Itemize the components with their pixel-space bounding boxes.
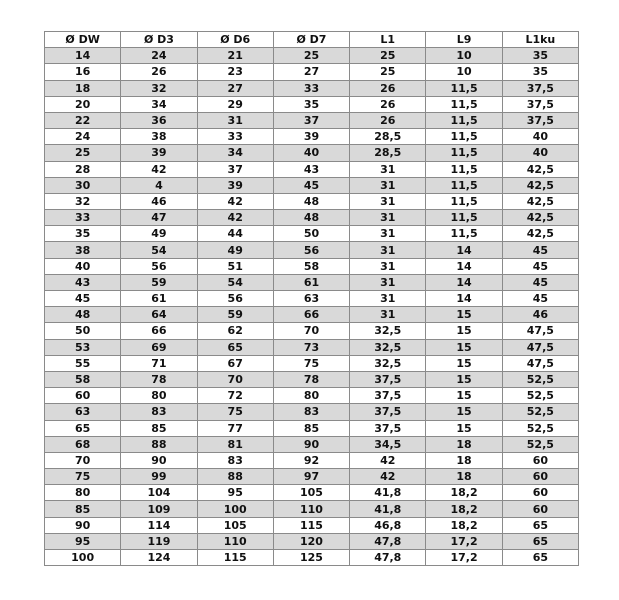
cell-d7: 61 xyxy=(273,274,349,290)
cell-d7: 48 xyxy=(273,210,349,226)
cell-l9: 11,5 xyxy=(426,177,502,193)
cell-d7: 48 xyxy=(273,193,349,209)
cell-d6: 42 xyxy=(197,210,273,226)
cell-l1ku: 45 xyxy=(502,258,578,274)
cell-l9: 11,5 xyxy=(426,112,502,128)
column-header-d3: Ø D3 xyxy=(121,32,197,48)
cell-d7: 78 xyxy=(273,371,349,387)
cell-l1ku: 37,5 xyxy=(502,112,578,128)
cell-d6: 23 xyxy=(197,64,273,80)
column-header-d6: Ø D6 xyxy=(197,32,273,48)
table-body xyxy=(45,48,579,566)
cell-d6: 42 xyxy=(197,193,273,209)
cell-l9: 18,2 xyxy=(426,485,502,501)
cell-d3: 38 xyxy=(121,129,197,145)
cell-dw: 38 xyxy=(45,242,121,258)
cell-d7: 115 xyxy=(273,517,349,533)
cell-d6: 75 xyxy=(197,404,273,420)
cell-dw: 58 xyxy=(45,371,121,387)
cell-d7: 40 xyxy=(273,145,349,161)
cell-l9: 18,2 xyxy=(426,517,502,533)
cell-l9: 15 xyxy=(426,404,502,420)
table-row xyxy=(45,177,579,193)
cell-d3: 90 xyxy=(121,452,197,468)
cell-d3: 64 xyxy=(121,307,197,323)
cell-dw: 18 xyxy=(45,80,121,96)
table-row xyxy=(45,112,579,128)
cell-l9: 14 xyxy=(426,291,502,307)
cell-l9: 15 xyxy=(426,371,502,387)
cell-l1: 25 xyxy=(350,48,426,64)
cell-dw: 22 xyxy=(45,112,121,128)
cell-l1ku: 65 xyxy=(502,517,578,533)
cell-l1ku: 40 xyxy=(502,129,578,145)
cell-d3: 54 xyxy=(121,242,197,258)
cell-l1: 37,5 xyxy=(350,371,426,387)
cell-l1: 37,5 xyxy=(350,420,426,436)
cell-l1ku: 40 xyxy=(502,145,578,161)
cell-l1: 42 xyxy=(350,452,426,468)
cell-d6: 56 xyxy=(197,291,273,307)
cell-l9: 18,2 xyxy=(426,501,502,517)
cell-d6: 37 xyxy=(197,161,273,177)
cell-l1: 31 xyxy=(350,210,426,226)
cell-dw: 25 xyxy=(45,145,121,161)
cell-l1ku: 60 xyxy=(502,485,578,501)
table-row xyxy=(45,533,579,549)
cell-d6: 34 xyxy=(197,145,273,161)
table-row xyxy=(45,96,579,112)
cell-d3: 71 xyxy=(121,355,197,371)
column-header-l9: L9 xyxy=(426,32,502,48)
cell-l1: 28,5 xyxy=(350,145,426,161)
cell-d7: 27 xyxy=(273,64,349,80)
cell-l1ku: 47,5 xyxy=(502,323,578,339)
cell-d3: 88 xyxy=(121,436,197,452)
cell-d6: 88 xyxy=(197,469,273,485)
cell-l9: 11,5 xyxy=(426,80,502,96)
cell-d7: 80 xyxy=(273,388,349,404)
cell-d3: 104 xyxy=(121,485,197,501)
cell-l9: 15 xyxy=(426,420,502,436)
cell-l1: 31 xyxy=(350,291,426,307)
cell-l1ku: 42,5 xyxy=(502,161,578,177)
cell-d6: 27 xyxy=(197,80,273,96)
table-row xyxy=(45,210,579,226)
cell-l1ku: 52,5 xyxy=(502,420,578,436)
cell-l1: 46,8 xyxy=(350,517,426,533)
cell-l1: 31 xyxy=(350,193,426,209)
table-row xyxy=(45,48,579,64)
cell-l1: 32,5 xyxy=(350,339,426,355)
column-header-dw: Ø DW xyxy=(45,32,121,48)
cell-d6: 65 xyxy=(197,339,273,355)
table-row xyxy=(45,501,579,517)
cell-d3: 34 xyxy=(121,96,197,112)
table-row xyxy=(45,550,579,566)
cell-d6: 110 xyxy=(197,533,273,549)
cell-l1ku: 52,5 xyxy=(502,404,578,420)
cell-l1: 25 xyxy=(350,64,426,80)
cell-d3: 61 xyxy=(121,291,197,307)
cell-d7: 39 xyxy=(273,129,349,145)
cell-l1ku: 47,5 xyxy=(502,339,578,355)
cell-d6: 115 xyxy=(197,550,273,566)
cell-l1: 26 xyxy=(350,96,426,112)
cell-l1ku: 46 xyxy=(502,307,578,323)
cell-d6: 21 xyxy=(197,48,273,64)
cell-l9: 18 xyxy=(426,452,502,468)
cell-dw: 50 xyxy=(45,323,121,339)
cell-d7: 83 xyxy=(273,404,349,420)
cell-l9: 11,5 xyxy=(426,226,502,242)
cell-d7: 63 xyxy=(273,291,349,307)
cell-l9: 15 xyxy=(426,323,502,339)
column-header-l1ku: L1ku xyxy=(502,32,578,48)
cell-l1ku: 42,5 xyxy=(502,210,578,226)
cell-dw: 80 xyxy=(45,485,121,501)
table-row xyxy=(45,307,579,323)
cell-l1: 28,5 xyxy=(350,129,426,145)
cell-d3: 59 xyxy=(121,274,197,290)
cell-d3: 80 xyxy=(121,388,197,404)
cell-dw: 55 xyxy=(45,355,121,371)
cell-l9: 14 xyxy=(426,274,502,290)
cell-l1: 41,8 xyxy=(350,485,426,501)
cell-d7: 85 xyxy=(273,420,349,436)
cell-l1ku: 37,5 xyxy=(502,96,578,112)
cell-d6: 67 xyxy=(197,355,273,371)
cell-d3: 49 xyxy=(121,226,197,242)
cell-l9: 15 xyxy=(426,307,502,323)
cell-d6: 100 xyxy=(197,501,273,517)
cell-d6: 31 xyxy=(197,112,273,128)
cell-d7: 37 xyxy=(273,112,349,128)
cell-dw: 100 xyxy=(45,550,121,566)
cell-l1ku: 42,5 xyxy=(502,193,578,209)
table-row xyxy=(45,323,579,339)
cell-d7: 75 xyxy=(273,355,349,371)
cell-d6: 49 xyxy=(197,242,273,258)
cell-dw: 33 xyxy=(45,210,121,226)
cell-l1ku: 60 xyxy=(502,501,578,517)
cell-l9: 11,5 xyxy=(426,129,502,145)
cell-d7: 70 xyxy=(273,323,349,339)
cell-d3: 78 xyxy=(121,371,197,387)
cell-l1: 31 xyxy=(350,307,426,323)
cell-l9: 10 xyxy=(426,64,502,80)
cell-l1: 37,5 xyxy=(350,404,426,420)
cell-d3: 124 xyxy=(121,550,197,566)
table-row xyxy=(45,371,579,387)
cell-d3: 83 xyxy=(121,404,197,420)
cell-d6: 54 xyxy=(197,274,273,290)
cell-l1ku: 52,5 xyxy=(502,371,578,387)
table-row xyxy=(45,355,579,371)
cell-d3: 24 xyxy=(121,48,197,64)
cell-dw: 85 xyxy=(45,501,121,517)
cell-d7: 105 xyxy=(273,485,349,501)
cell-d7: 58 xyxy=(273,258,349,274)
table-row xyxy=(45,291,579,307)
cell-l9: 18 xyxy=(426,436,502,452)
cell-l9: 15 xyxy=(426,355,502,371)
cell-dw: 35 xyxy=(45,226,121,242)
cell-d6: 81 xyxy=(197,436,273,452)
cell-l1ku: 65 xyxy=(502,533,578,549)
cell-d7: 73 xyxy=(273,339,349,355)
cell-dw: 63 xyxy=(45,404,121,420)
cell-d3: 69 xyxy=(121,339,197,355)
cell-dw: 53 xyxy=(45,339,121,355)
table-row xyxy=(45,485,579,501)
cell-d6: 39 xyxy=(197,177,273,193)
cell-dw: 75 xyxy=(45,469,121,485)
cell-d7: 97 xyxy=(273,469,349,485)
header-row xyxy=(45,32,579,48)
cell-l9: 15 xyxy=(426,339,502,355)
cell-d3: 56 xyxy=(121,258,197,274)
cell-d7: 43 xyxy=(273,161,349,177)
column-header-d7: Ø D7 xyxy=(273,32,349,48)
table-row xyxy=(45,420,579,436)
cell-dw: 40 xyxy=(45,258,121,274)
cell-d3: 36 xyxy=(121,112,197,128)
cell-l1ku: 35 xyxy=(502,64,578,80)
cell-d6: 70 xyxy=(197,371,273,387)
cell-d6: 77 xyxy=(197,420,273,436)
table-row xyxy=(45,80,579,96)
cell-d6: 105 xyxy=(197,517,273,533)
cell-l1: 34,5 xyxy=(350,436,426,452)
cell-d6: 44 xyxy=(197,226,273,242)
cell-l1: 31 xyxy=(350,161,426,177)
cell-l1: 37,5 xyxy=(350,388,426,404)
cell-l1: 31 xyxy=(350,258,426,274)
cell-dw: 70 xyxy=(45,452,121,468)
cell-d6: 33 xyxy=(197,129,273,145)
cell-dw: 48 xyxy=(45,307,121,323)
cell-d7: 110 xyxy=(273,501,349,517)
table-row xyxy=(45,226,579,242)
cell-l1ku: 60 xyxy=(502,452,578,468)
cell-d3: 85 xyxy=(121,420,197,436)
cell-l1ku: 37,5 xyxy=(502,80,578,96)
table-row xyxy=(45,64,579,80)
table-row xyxy=(45,193,579,209)
cell-d3: 46 xyxy=(121,193,197,209)
table-row xyxy=(45,388,579,404)
cell-l1ku: 60 xyxy=(502,469,578,485)
cell-d3: 109 xyxy=(121,501,197,517)
cell-d7: 120 xyxy=(273,533,349,549)
table-row xyxy=(45,161,579,177)
cell-d7: 92 xyxy=(273,452,349,468)
cell-d6: 72 xyxy=(197,388,273,404)
cell-dw: 32 xyxy=(45,193,121,209)
cell-dw: 20 xyxy=(45,96,121,112)
cell-dw: 68 xyxy=(45,436,121,452)
cell-l9: 11,5 xyxy=(426,193,502,209)
table-row xyxy=(45,145,579,161)
cell-d3: 119 xyxy=(121,533,197,549)
dimensions-table xyxy=(44,31,579,566)
cell-l1ku: 65 xyxy=(502,550,578,566)
cell-l1: 31 xyxy=(350,242,426,258)
cell-l1: 32,5 xyxy=(350,323,426,339)
cell-l1: 47,8 xyxy=(350,533,426,549)
cell-d7: 45 xyxy=(273,177,349,193)
table-header xyxy=(45,32,579,48)
cell-l9: 17,2 xyxy=(426,533,502,549)
cell-d3: 114 xyxy=(121,517,197,533)
table-row xyxy=(45,242,579,258)
cell-dw: 16 xyxy=(45,64,121,80)
cell-dw: 24 xyxy=(45,129,121,145)
table-row xyxy=(45,404,579,420)
table-row xyxy=(45,274,579,290)
table-row xyxy=(45,129,579,145)
cell-l9: 11,5 xyxy=(426,161,502,177)
cell-d6: 83 xyxy=(197,452,273,468)
cell-l9: 11,5 xyxy=(426,145,502,161)
dimensions-table-container xyxy=(44,31,579,566)
cell-l1ku: 52,5 xyxy=(502,388,578,404)
cell-d7: 50 xyxy=(273,226,349,242)
cell-d6: 62 xyxy=(197,323,273,339)
cell-dw: 95 xyxy=(45,533,121,549)
cell-l1ku: 45 xyxy=(502,242,578,258)
cell-d7: 66 xyxy=(273,307,349,323)
cell-l1ku: 42,5 xyxy=(502,226,578,242)
cell-d6: 51 xyxy=(197,258,273,274)
cell-l1: 32,5 xyxy=(350,355,426,371)
cell-l1: 41,8 xyxy=(350,501,426,517)
cell-l9: 10 xyxy=(426,48,502,64)
cell-dw: 60 xyxy=(45,388,121,404)
cell-dw: 45 xyxy=(45,291,121,307)
cell-d7: 125 xyxy=(273,550,349,566)
cell-l9: 17,2 xyxy=(426,550,502,566)
cell-l9: 14 xyxy=(426,242,502,258)
table-row xyxy=(45,452,579,468)
table-row xyxy=(45,517,579,533)
cell-d3: 26 xyxy=(121,64,197,80)
cell-l9: 11,5 xyxy=(426,210,502,226)
cell-d3: 47 xyxy=(121,210,197,226)
cell-dw: 43 xyxy=(45,274,121,290)
cell-d7: 35 xyxy=(273,96,349,112)
cell-l1ku: 45 xyxy=(502,291,578,307)
cell-dw: 90 xyxy=(45,517,121,533)
cell-d6: 59 xyxy=(197,307,273,323)
cell-d3: 32 xyxy=(121,80,197,96)
cell-l1: 31 xyxy=(350,274,426,290)
cell-d6: 29 xyxy=(197,96,273,112)
table-row xyxy=(45,339,579,355)
cell-l1ku: 52,5 xyxy=(502,436,578,452)
cell-l9: 18 xyxy=(426,469,502,485)
table-row xyxy=(45,469,579,485)
cell-d3: 99 xyxy=(121,469,197,485)
cell-l1ku: 45 xyxy=(502,274,578,290)
cell-l1: 31 xyxy=(350,226,426,242)
cell-dw: 14 xyxy=(45,48,121,64)
cell-l1ku: 35 xyxy=(502,48,578,64)
cell-l9: 15 xyxy=(426,388,502,404)
cell-l1: 47,8 xyxy=(350,550,426,566)
cell-l9: 11,5 xyxy=(426,96,502,112)
cell-d7: 90 xyxy=(273,436,349,452)
column-header-l1: L1 xyxy=(350,32,426,48)
cell-dw: 30 xyxy=(45,177,121,193)
cell-l1ku: 47,5 xyxy=(502,355,578,371)
cell-d7: 33 xyxy=(273,80,349,96)
table-row xyxy=(45,258,579,274)
cell-d3: 42 xyxy=(121,161,197,177)
cell-d3: 4 xyxy=(121,177,197,193)
table-row xyxy=(45,436,579,452)
cell-d7: 25 xyxy=(273,48,349,64)
cell-dw: 65 xyxy=(45,420,121,436)
cell-l1: 26 xyxy=(350,80,426,96)
cell-d7: 56 xyxy=(273,242,349,258)
cell-d3: 66 xyxy=(121,323,197,339)
cell-l1: 26 xyxy=(350,112,426,128)
cell-d3: 39 xyxy=(121,145,197,161)
cell-l1: 31 xyxy=(350,177,426,193)
cell-l1: 42 xyxy=(350,469,426,485)
cell-l1ku: 42,5 xyxy=(502,177,578,193)
cell-d6: 95 xyxy=(197,485,273,501)
cell-dw: 28 xyxy=(45,161,121,177)
cell-l9: 14 xyxy=(426,258,502,274)
